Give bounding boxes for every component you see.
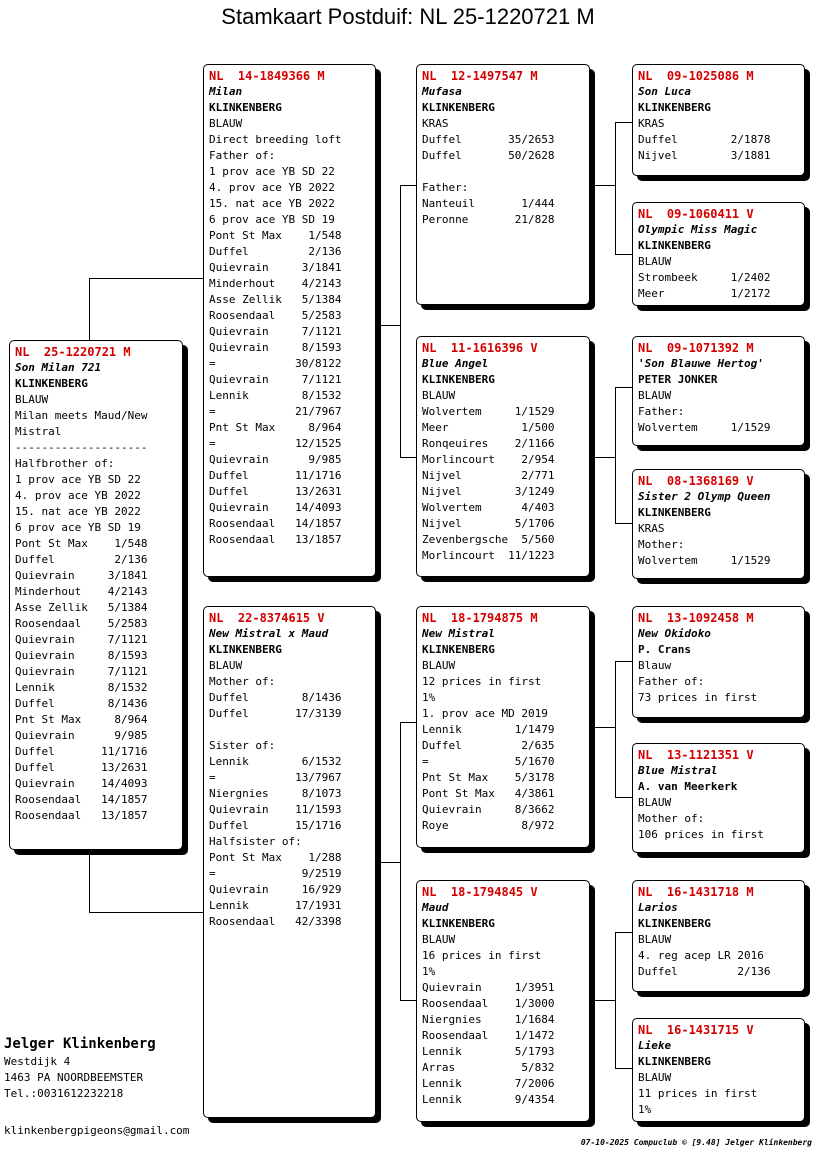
card-line: Mother of: (209, 675, 276, 688)
card-line: Pnt St Max 8/964 (15, 713, 148, 726)
card-line: KRAS (638, 522, 665, 535)
breeder-name: Jelger Klinkenberg (4, 1036, 156, 1052)
card-line: Pont St Max 1/548 (15, 537, 148, 550)
card-line: Nijvel 3/1249 (422, 485, 555, 498)
pigeon-name: Olympic Miss Magic (638, 223, 758, 236)
connector-line (615, 1068, 633, 1069)
card-line: Quievrain 8/1593 (209, 341, 342, 354)
pigeon-name: Mufasa (422, 85, 462, 98)
card-line: 6 prov ace YB SD 19 (209, 213, 335, 226)
card-line: Duffel 35/2653 (422, 133, 555, 146)
card-line: 11 prices in first (638, 1087, 758, 1100)
connector-line (615, 254, 633, 255)
card-line: Strombeek 1/2402 (638, 271, 771, 284)
card-line: Lennik 17/1931 (209, 899, 342, 912)
card-line: BLAUW (209, 117, 243, 130)
pigeon-name: Son Luca (638, 85, 691, 98)
card-line: Lennik 6/1532 (209, 755, 342, 768)
card-line: Zevenbergsche 5/560 (422, 533, 555, 546)
card-line: Father: (422, 181, 469, 194)
card-line: Quievrain 7/1121 (209, 373, 342, 386)
pigeon-owner: PETER JONKER (638, 373, 718, 386)
card-line: Lennik 7/2006 (422, 1077, 555, 1090)
card-line: Halfsister of: (209, 835, 302, 848)
card-line: Mother: (638, 538, 685, 551)
pigeon-owner: KLINKENBERG (638, 239, 711, 252)
card-line: Duffel 15/1716 (209, 819, 342, 832)
card-line: Roosendaal 14/1857 (209, 517, 342, 530)
card-line: Quievrain 9/985 (15, 729, 148, 742)
card-line: Quievrain 8/3662 (422, 803, 555, 816)
breeder-phone: Tel.:0031612232218 (4, 1087, 124, 1100)
card-line: Roosendaal 13/1857 (15, 809, 148, 822)
ring-number: NL 09-1060411 V (638, 207, 754, 221)
card-line (422, 164, 584, 180)
breeder-city: 1463 PA NOORDBEEMSTER (4, 1071, 144, 1084)
breeder-address: Westdijk 4 (4, 1055, 71, 1068)
connector-line (615, 122, 633, 123)
card-line: Duffel 2/635 (422, 739, 555, 752)
card-line: 1% (422, 691, 436, 704)
pigeon-name: Son Milan 721 (15, 361, 102, 374)
card-line: Duffel 17/3139 (209, 707, 342, 720)
pigeon-name: Blue Angel (422, 357, 489, 370)
card-line: Minderhout 4/2143 (15, 585, 148, 598)
card-line: 16 prices in first (422, 949, 542, 962)
card-line: Quievrain 8/1593 (15, 649, 148, 662)
card-line: Duffel 50/2628 (422, 149, 555, 162)
card-line: Niergnies 1/1684 (422, 1013, 555, 1026)
card-line: KRAS (422, 117, 449, 130)
connector-line (590, 457, 615, 458)
card-line: Roosendaal 5/2583 (209, 309, 342, 322)
card-line: Lennik 9/4354 (422, 1093, 555, 1106)
pigeon-name: Blue Mistral (638, 764, 718, 777)
card-line: Niergnies 8/1073 (209, 787, 342, 800)
pigeon-owner: KLINKENBERG (638, 506, 711, 519)
pigeon-owner: KLINKENBERG (638, 1055, 711, 1068)
card-line: 1% (638, 1103, 652, 1116)
connector-line (89, 278, 203, 279)
footer-credit: 07-10-2025 Compuclub © [9.48] Jelger Klinkenberg (580, 1138, 812, 1147)
pigeon-owner: KLINKENBERG (638, 101, 711, 114)
ring-number: NL 09-1025086 M (638, 69, 754, 83)
card-line: Nanteuil 1/444 (422, 197, 555, 210)
pigeon-owner: KLINKENBERG (422, 101, 495, 114)
pigeon-name: New Mistral (422, 627, 495, 640)
connector-line (615, 661, 633, 662)
connector-line (400, 1000, 417, 1001)
pigeon-card-subject (9, 340, 183, 850)
card-line: Minderhout 4/2143 (209, 277, 342, 290)
ring-number: NL 18-1794845 V (422, 885, 538, 899)
ring-number: NL 13-1092458 M (638, 611, 754, 625)
card-line: 4. prov ace YB 2022 (15, 489, 141, 502)
card-line (209, 722, 370, 738)
card-line: Meer 1/500 (422, 421, 555, 434)
pigeon-card-sds (632, 336, 805, 446)
pigeon-name: Milan (209, 85, 243, 98)
card-line: Roosendaal 1/3000 (422, 997, 555, 1010)
card-line: BLAUW (422, 933, 456, 946)
pigeon-owner: KLINKENBERG (15, 377, 88, 390)
card-line: 1. prov ace MD 2019 (422, 707, 548, 720)
card-line: Quievrain 1/3951 (422, 981, 555, 994)
card-line: BLAUW (638, 933, 672, 946)
pigeon-card-sire-sire (416, 64, 590, 305)
pigeon-owner: KLINKENBERG (422, 917, 495, 930)
connector-line (590, 1000, 615, 1001)
connector-line (89, 912, 203, 913)
card-line: Halfbrother of: (15, 457, 115, 470)
pigeon-owner: A. van Meerkerk (638, 780, 738, 793)
card-line: Duffel 13/2631 (15, 761, 148, 774)
pigeon-owner: KLINKENBERG (638, 917, 711, 930)
card-line: Quievrain 7/1121 (15, 665, 148, 678)
card-line: KRAS (638, 117, 665, 130)
pigeon-card-dam-dam (416, 880, 590, 1122)
card-line: Blauw (638, 659, 672, 672)
card-line: Pont St Max 1/548 (209, 229, 342, 242)
card-line: BLAUW (638, 796, 672, 809)
card-line: = 30/8122 (209, 357, 342, 370)
card-line: = 9/2519 (209, 867, 342, 880)
connector-line (400, 185, 401, 457)
connector-line (590, 727, 615, 728)
card-line: = 5/1670 (422, 755, 555, 768)
card-line: BLAUW (638, 389, 672, 402)
pigeon-name: New Okidoko (638, 627, 711, 640)
pigeon-name: Lieke (638, 1039, 672, 1052)
connector-line (400, 722, 417, 723)
card-line: Duffel 2/1878 (638, 133, 771, 146)
ring-number: NL 22-8374615 V (209, 611, 325, 625)
card-line: Lennik 8/1532 (15, 681, 148, 694)
card-line: Arras 5/832 (422, 1061, 555, 1074)
connector-line (89, 850, 90, 912)
card-line: 1 prov ace YB SD 22 (15, 473, 141, 486)
connector-line (590, 185, 615, 186)
connector-line (376, 325, 400, 326)
card-line: 1% (422, 965, 436, 978)
card-line: Father: (638, 405, 685, 418)
pigeon-card-dds (632, 880, 805, 992)
card-line: 73 prices in first (638, 691, 758, 704)
connector-line (615, 661, 616, 797)
card-line: Sister of: (209, 739, 276, 752)
card-line: Morlincourt 2/954 (422, 453, 555, 466)
ring-number: NL 14-1849366 M (209, 69, 325, 83)
card-line: 12 prices in first (422, 675, 542, 688)
card-line: Nijvel 3/1881 (638, 149, 771, 162)
card-line: Quievrain 16/929 (209, 883, 342, 896)
card-line: Meer 1/2172 (638, 287, 771, 300)
pigeon-name: New Mistral x Maud (209, 627, 329, 640)
card-line: Quievrain 14/4093 (209, 501, 342, 514)
card-line: Lennik 5/1793 (422, 1045, 555, 1058)
connector-line (615, 797, 633, 798)
card-line: Mother of: (638, 812, 705, 825)
card-line: BLAUW (209, 659, 243, 672)
card-line: Roosendaal 1/1472 (422, 1029, 555, 1042)
card-line: 1 prov ace YB SD 22 (209, 165, 335, 178)
pigeon-card-dss (632, 606, 805, 718)
card-line: -------------------- (15, 441, 148, 454)
card-line: Asse Zellik 5/1384 (15, 601, 148, 614)
pigeon-owner: KLINKENBERG (209, 101, 282, 114)
card-line: Pont St Max 1/288 (209, 851, 342, 864)
card-line: BLAUW (422, 389, 456, 402)
card-line: 15. nat ace YB 2022 (15, 505, 141, 518)
pigeon-card-sss (632, 64, 805, 176)
card-line: Duffel 2/136 (209, 245, 342, 258)
pigeon-card-ssd (632, 202, 805, 306)
card-line: Lennik 1/1479 (422, 723, 555, 736)
card-line: Lennik 8/1532 (209, 389, 342, 402)
card-line: Mistral (15, 425, 62, 438)
pigeon-owner: P. Crans (638, 643, 691, 656)
pigeon-card-sire (203, 64, 376, 577)
ring-number: NL 12-1497547 M (422, 69, 538, 83)
pigeon-card-dam (203, 606, 376, 1118)
pigeon-name: 'Son Blauwe Hertog' (638, 357, 764, 370)
card-line: BLAUW (15, 393, 49, 406)
card-line: Quievrain 7/1121 (209, 325, 342, 338)
card-line: Quievrain 14/4093 (15, 777, 148, 790)
pigeon-owner: KLINKENBERG (209, 643, 282, 656)
card-line: Roosendaal 14/1857 (15, 793, 148, 806)
ring-number: NL 08-1368169 V (638, 474, 754, 488)
breeder-email[interactable]: klinkenbergpigeons@gmail.com (4, 1124, 190, 1137)
card-line: = 13/7967 (209, 771, 342, 784)
card-line: Peronne 21/828 (422, 213, 555, 226)
card-line: Roosendaal 42/3398 (209, 915, 342, 928)
card-line: BLAUW (422, 659, 456, 672)
card-line: 4. prov ace YB 2022 (209, 181, 335, 194)
card-line: Wolvertem 1/1529 (638, 554, 771, 567)
connector-line (615, 387, 633, 388)
card-line: Duffel 11/1716 (15, 745, 148, 758)
ring-number: NL 09-1071392 M (638, 341, 754, 355)
breeder-info (4, 1034, 156, 1102)
page-title: Stamkaart Postduif: NL 25-1220721 M (221, 4, 595, 29)
card-line: Quievrain 11/1593 (209, 803, 342, 816)
card-line: Ronqeuires 2/1166 (422, 437, 555, 450)
connector-line (615, 523, 633, 524)
card-line: Morlincourt 11/1223 (422, 549, 555, 562)
pigeon-card-dsd (632, 743, 805, 853)
card-line: Quievrain 3/1841 (15, 569, 148, 582)
card-line: Father of: (638, 675, 705, 688)
connector-line (615, 932, 633, 933)
card-line: Roye 8/972 (422, 819, 555, 832)
card-line: Milan meets Maud/New (15, 409, 148, 422)
connector-line (615, 122, 616, 254)
card-line: Father of: (209, 149, 276, 162)
card-line: 106 prices in first (638, 828, 764, 841)
card-line: Duffel 11/1716 (209, 469, 342, 482)
card-line: Pnt St Max 5/3178 (422, 771, 555, 784)
connector-line (400, 457, 417, 458)
card-line: = 12/1525 (209, 437, 342, 450)
ring-number: NL 11-1616396 V (422, 341, 538, 355)
card-line: Quievrain 7/1121 (15, 633, 148, 646)
card-line: Wolvertem 4/403 (422, 501, 555, 514)
card-line: Pnt St Max 8/964 (209, 421, 342, 434)
pigeon-owner: KLINKENBERG (422, 643, 495, 656)
connector-line (615, 932, 616, 1068)
card-line: Duffel 13/2631 (209, 485, 342, 498)
connector-line (89, 278, 90, 340)
card-line: Pont St Max 4/3861 (422, 787, 555, 800)
card-line: Nijvel 5/1706 (422, 517, 555, 530)
card-line: Duffel 2/136 (638, 965, 771, 978)
card-line: 4. reg acep LR 2016 (638, 949, 764, 962)
connector-line (400, 722, 401, 1000)
card-line: Duffel 8/1436 (15, 697, 148, 710)
card-line: Quievrain 9/985 (209, 453, 342, 466)
pigeon-card-ddd (632, 1018, 805, 1122)
card-line: BLAUW (638, 1071, 672, 1084)
pigeon-card-sdd (632, 469, 805, 579)
card-line: Roosendaal 5/2583 (15, 617, 148, 630)
pigeon-name: Sister 2 Olymp Queen (638, 490, 771, 503)
card-line: Duffel 8/1436 (209, 691, 342, 704)
ring-number: NL 16-1431715 V (638, 1023, 754, 1037)
ring-number: NL 18-1794875 M (422, 611, 538, 625)
card-line: Wolvertem 1/1529 (638, 421, 771, 434)
card-line: Nijvel 2/771 (422, 469, 555, 482)
ring-number: NL 13-1121351 V (638, 748, 754, 762)
card-line: Quievrain 3/1841 (209, 261, 342, 274)
pigeon-card-sire-dam (416, 336, 590, 577)
connector-line (400, 185, 417, 186)
pigeon-name: Larios (638, 901, 678, 914)
ring-number: NL 16-1431718 M (638, 885, 754, 899)
pigeon-name: Maud (422, 901, 449, 914)
ring-number: NL 25-1220721 M (15, 345, 131, 359)
connector-line (376, 862, 400, 863)
card-line: Asse Zellik 5/1384 (209, 293, 342, 306)
pigeon-owner: KLINKENBERG (422, 373, 495, 386)
card-line: Duffel 2/136 (15, 553, 148, 566)
card-line: Roosendaal 13/1857 (209, 533, 342, 546)
card-line: 6 prov ace YB SD 19 (15, 521, 141, 534)
pigeon-card-dam-sire (416, 606, 590, 848)
card-line: 15. nat ace YB 2022 (209, 197, 335, 210)
card-line: Wolvertem 1/1529 (422, 405, 555, 418)
card-line: BLAUW (638, 255, 672, 268)
card-line: = 21/7967 (209, 405, 342, 418)
card-line: Direct breeding loft (209, 133, 342, 146)
connector-line (615, 387, 616, 523)
